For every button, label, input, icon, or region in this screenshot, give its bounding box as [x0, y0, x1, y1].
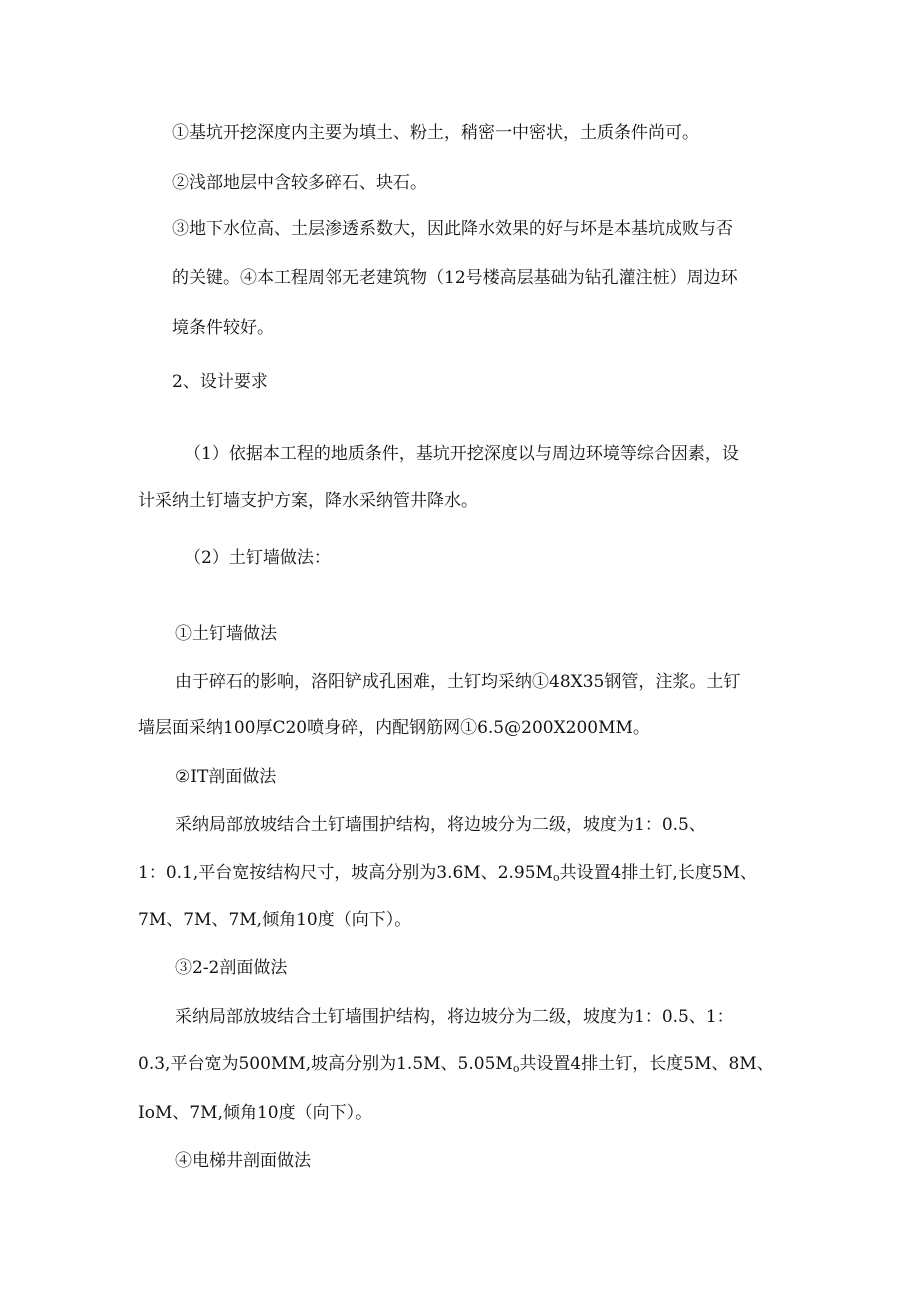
- text-line-19-subscript: o: [512, 1062, 520, 1075]
- item-heading-3: ③2-2剖面做法: [175, 958, 288, 978]
- text-line-19-part-a: 0.3,平台宽为500MM,坡高分别为1.5M、5.05M: [138, 1054, 513, 1074]
- text-line-19: [138, 1052, 774, 1081]
- text-line-12: 墙层面采纳100厚C20喷身碎，内配钢筋网①6.5@200X200MM。: [138, 718, 650, 738]
- text-line-2: ②浅部地层中含较多碎石、块石。: [172, 173, 427, 193]
- item-heading-2: ②IT剖面做法: [175, 767, 277, 787]
- text-line-20: IoM、7M,倾角10度（向下）。: [138, 1103, 373, 1123]
- text-line-8: 计采纳土钉墙支护方案，降水采纳管井降水。: [138, 491, 478, 511]
- text-line-11: 由于碎石的影响，洛阳铲成孔困难，土钉均采纳①48X35钢管，注浆。土钉: [175, 672, 741, 692]
- section-heading: 2、设计要求: [172, 372, 268, 392]
- text-line-18: 采纳局部放坡结合土钉墙围护结构，将边坡分为二级，坡度为1：0.5、1：: [175, 1007, 734, 1027]
- text-line-16: 7M、7M、7M,倾角10度（向下）。: [138, 910, 412, 930]
- text-line-14: 采纳局部放坡结合土钉墙围护结构，将边坡分为二级，坡度为1：0.5、: [175, 815, 706, 835]
- item-heading-4: ④电梯井剖面做法: [175, 1151, 311, 1171]
- text-line-4: 的关键。④本工程周邻无老建筑物（12号楼高层基础为钻孔灌注桩）周边环: [172, 268, 738, 288]
- subsection-heading: （2）土钉墙做法：: [184, 548, 331, 568]
- text-line-15: [138, 861, 757, 890]
- text-line-3: ③地下水位高、土层渗透系数大，因此降水效果的好与坏是本基坑成败与否: [172, 219, 733, 239]
- text-line-7: （1）依据本工程的地质条件，基坑开挖深度以与周边环境等综合因素，设: [184, 444, 739, 464]
- item-heading-1: ①土钉墙做法: [175, 624, 277, 644]
- text-line-15-part-a: 1：0.1,平台宽按结构尺寸，坡高分别为3.6M、2.95M: [138, 863, 553, 883]
- text-line-15-part-b: 共设置4排土钉,长度5M、: [559, 863, 758, 883]
- text-line-1: ①基坑开挖深度内主要为填土、粉土，稍密一中密状，土质条件尚可。: [172, 123, 699, 143]
- text-line-5: 境条件较好。: [172, 318, 274, 338]
- text-line-19-part-b: 共设置4排土钉，长度5M、8M、: [519, 1054, 774, 1074]
- text-line-15-subscript: o: [552, 871, 560, 884]
